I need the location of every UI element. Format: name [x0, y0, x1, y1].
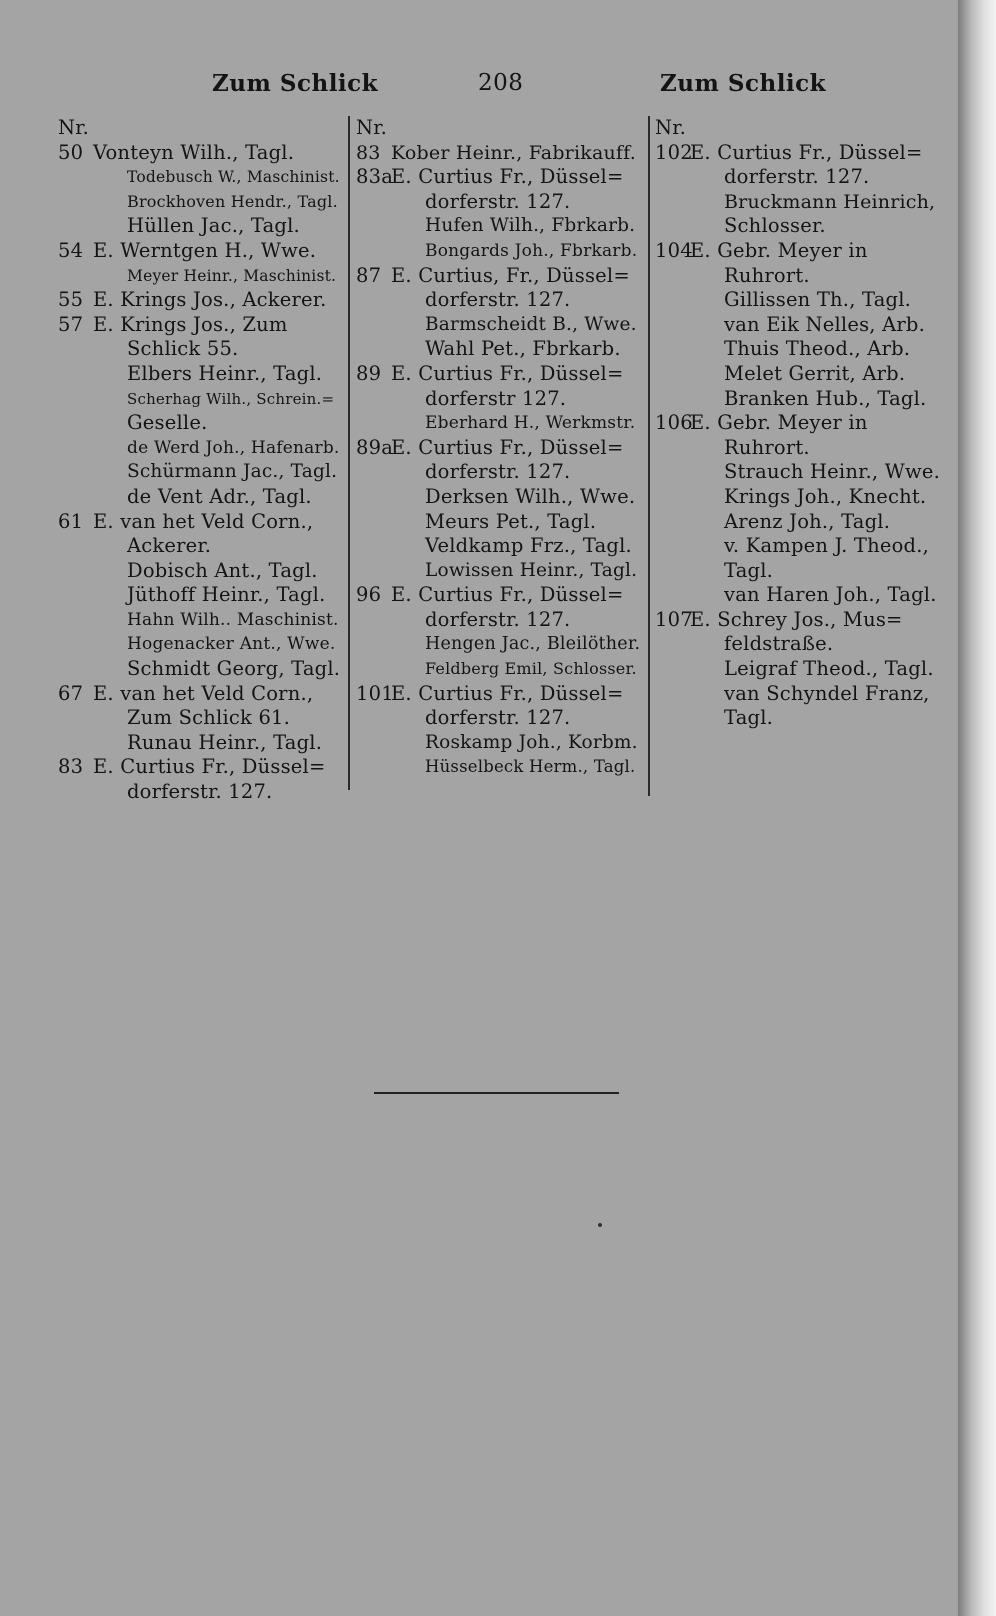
house-number — [356, 288, 391, 313]
house-number — [655, 313, 690, 338]
resident-entry: Schlick 55. — [127, 337, 239, 361]
house-number — [58, 583, 93, 608]
directory-column-1 — [58, 116, 340, 805]
house-number: 104 — [655, 238, 693, 262]
directory-line — [58, 116, 340, 141]
house-number: 55 — [58, 288, 84, 312]
resident-entry: Tagl. — [724, 558, 774, 582]
directory-column-2 — [356, 116, 640, 780]
directory-line — [58, 141, 340, 166]
resident-entry: E. Krings Jos., Zum — [93, 312, 288, 336]
resident-entry: Hahn Wilh.. Maschinist. — [127, 609, 339, 630]
directory-line — [655, 337, 940, 362]
directory-line — [655, 510, 940, 535]
house-number — [655, 337, 690, 362]
directory-line — [655, 190, 940, 215]
house-number — [356, 657, 391, 682]
house-number — [356, 337, 391, 362]
directory-line — [655, 583, 940, 608]
house-number — [58, 387, 93, 412]
house-number — [356, 190, 391, 215]
house-number — [58, 731, 93, 756]
directory-line — [58, 239, 340, 264]
directory-line — [58, 411, 340, 436]
house-number — [655, 264, 690, 289]
house-number — [655, 706, 690, 731]
house-number: Nr. — [655, 116, 687, 139]
directory-line — [58, 165, 340, 190]
resident-entry: de Werd Joh., Hafenarb. — [127, 437, 340, 458]
house-number: 89 — [356, 361, 382, 385]
house-number: 50 — [58, 140, 84, 164]
resident-entry: Schmidt Georg, Tagl. — [127, 657, 341, 681]
directory-column-3 — [655, 116, 940, 731]
directory-line — [356, 608, 640, 633]
resident-entry: dorferstr. 127. — [425, 288, 571, 312]
directory-line — [58, 706, 340, 731]
directory-line — [655, 214, 940, 239]
resident-entry: feldstraße. — [724, 632, 834, 656]
house-number — [655, 534, 690, 559]
resident-entry — [690, 116, 940, 141]
directory-line — [58, 731, 340, 756]
house-number — [356, 632, 391, 657]
resident-entry: Lowissen Heinr., Tagl. — [425, 559, 638, 581]
house-number — [58, 264, 93, 289]
resident-entry: E. Curtius Fr., Düssel= — [391, 681, 624, 705]
directory-line — [655, 264, 940, 289]
house-number — [356, 706, 391, 731]
house-number: 96 — [356, 583, 382, 607]
directory-line — [655, 534, 940, 559]
directory-line — [356, 214, 640, 239]
house-number — [655, 387, 690, 412]
house-number — [356, 214, 391, 239]
house-number: 107 — [655, 607, 693, 631]
resident-entry: E. van het Veld Corn., — [93, 509, 314, 533]
house-number — [58, 362, 93, 387]
house-number — [58, 190, 93, 215]
directory-line — [655, 632, 940, 657]
house-number — [58, 608, 93, 633]
house-number — [58, 460, 93, 485]
directory-line — [58, 362, 340, 387]
resident-entry: Jüthoff Heinr., Tagl. — [127, 583, 326, 607]
page-edge — [958, 0, 996, 1616]
house-number: 54 — [58, 238, 84, 262]
directory-line — [655, 141, 940, 166]
directory-line — [58, 214, 340, 239]
house-number: 102 — [655, 140, 693, 164]
house-number — [356, 534, 391, 559]
directory-line — [655, 657, 940, 682]
house-number — [356, 510, 391, 535]
directory-line — [655, 485, 940, 510]
resident-entry: Bongards Joh., Fbrkarb. — [425, 240, 638, 261]
house-number: Nr. — [58, 116, 90, 139]
house-number — [655, 288, 690, 313]
resident-entry: E. Curtius Fr., Düssel= — [690, 140, 923, 164]
resident-entry: dorferstr. 127. — [724, 165, 870, 189]
directory-line — [356, 411, 640, 436]
house-number — [356, 731, 391, 756]
resident-entry — [93, 116, 340, 141]
directory-line — [356, 362, 640, 387]
house-number: 61 — [58, 509, 84, 533]
directory-line — [655, 116, 940, 141]
resident-entry: Veldkamp Frz., Tagl. — [425, 534, 632, 558]
resident-entry: Feldberg Emil, Schlosser. — [425, 659, 637, 679]
house-number — [356, 411, 391, 436]
directory-line — [356, 436, 640, 461]
house-number — [655, 559, 690, 584]
resident-entry: dorferstr. 127. — [127, 780, 273, 804]
resident-entry: van Schyndel Franz, — [724, 681, 930, 705]
directory-line — [655, 706, 940, 731]
directory-line — [58, 559, 340, 584]
resident-entry: Todebusch W., Maschinist. — [127, 168, 340, 187]
house-number — [655, 632, 690, 657]
directory-line — [58, 387, 340, 412]
resident-entry: Ackerer. — [127, 534, 212, 558]
house-number — [58, 534, 93, 559]
directory-line — [356, 510, 640, 535]
resident-entry: dorferstr. 127. — [425, 460, 571, 484]
directory-line — [58, 632, 340, 657]
resident-entry: Ruhrort. — [724, 435, 810, 459]
resident-entry: Bruckmann Heinrich, — [724, 190, 936, 213]
directory-line — [655, 460, 940, 485]
directory-line — [58, 460, 340, 485]
resident-entry: Derksen Wilh., Wwe. — [425, 484, 636, 508]
directory-line — [655, 288, 940, 313]
resident-entry: E. Curtius, Fr., Düssel= — [391, 263, 630, 287]
directory-line — [58, 510, 340, 535]
house-number — [655, 436, 690, 461]
directory-line — [356, 657, 640, 682]
resident-entry: Leigraf Theod., Tagl. — [724, 657, 934, 681]
directory-line — [58, 288, 340, 313]
house-number — [58, 411, 93, 436]
house-number: 83a — [356, 165, 394, 189]
house-number — [58, 706, 93, 731]
house-number — [655, 485, 690, 510]
house-number — [655, 362, 690, 387]
directory-line — [356, 141, 640, 166]
column-divider — [348, 116, 350, 790]
resident-entry: Kober Heinr., Fabrikauff. — [391, 141, 636, 164]
directory-line — [356, 583, 640, 608]
directory-line — [356, 239, 640, 264]
resident-entry: E. Schrey Jos., Mus= — [690, 607, 903, 631]
directory-line — [58, 313, 340, 338]
house-number — [58, 780, 93, 805]
directory-line — [58, 534, 340, 559]
resident-entry: Branken Hub., Tagl. — [724, 386, 927, 410]
directory-line — [356, 337, 640, 362]
directory-line — [356, 190, 640, 215]
resident-entry: Zum Schlick 61. — [127, 706, 291, 730]
directory-line — [655, 362, 940, 387]
directory-line — [655, 239, 940, 264]
house-number — [58, 632, 93, 657]
house-number — [58, 165, 93, 190]
house-number — [58, 436, 93, 461]
resident-entry: Hogenacker Ant., Wwe. — [127, 634, 336, 655]
house-number — [356, 755, 391, 780]
house-number — [655, 460, 690, 485]
resident-entry: van Eik Nelles, Arb. — [724, 312, 925, 336]
directory-line — [356, 288, 640, 313]
directory-line — [58, 682, 340, 707]
directory-line — [356, 682, 640, 707]
resident-entry: Geselle. — [127, 411, 208, 435]
directory-line — [58, 337, 340, 362]
resident-entry: dorferstr. 127. — [425, 706, 571, 730]
house-number — [356, 313, 391, 338]
resident-entry: Schlosser. — [724, 214, 826, 238]
directory-line — [58, 264, 340, 289]
resident-entry: E. Curtius Fr., Düssel= — [391, 165, 624, 189]
directory-line — [356, 116, 640, 141]
directory-line — [356, 387, 640, 412]
resident-entry: Krings Joh., Knecht. — [724, 484, 927, 508]
house-number — [356, 460, 391, 485]
resident-entry: E. Werntgen H., Wwe. — [93, 238, 317, 262]
resident-entry: Arenz Joh., Tagl. — [724, 509, 891, 533]
resident-entry: Elbers Heinr., Tagl. — [127, 361, 323, 385]
directory-line — [356, 559, 640, 584]
house-number: 83 — [356, 141, 381, 164]
house-number — [356, 559, 391, 584]
resident-entry: Barmscheidt B., Wwe. — [425, 313, 637, 335]
house-number — [58, 657, 93, 682]
resident-entry: Wahl Pet., Fbrkarb. — [425, 337, 621, 361]
page-number: 208 — [478, 70, 524, 96]
resident-entry: dorferstr 127. — [425, 386, 567, 410]
house-number — [58, 214, 93, 239]
resident-entry: Meyer Heinr., Maschinist. — [127, 266, 337, 285]
resident-entry: E. van het Veld Corn., — [93, 681, 314, 705]
resident-entry: E. Gebr. Meyer in — [690, 411, 868, 435]
house-number: 57 — [58, 312, 84, 336]
resident-entry: Scherhag Wilh., Schrein.= — [127, 389, 335, 408]
house-number: 87 — [356, 263, 382, 287]
house-number: 67 — [58, 681, 84, 705]
resident-entry: Runau Heinr., Tagl. — [127, 730, 323, 754]
resident-entry: dorferstr. 127. — [425, 189, 571, 213]
running-head-right: Zum Schlick — [660, 70, 827, 97]
resident-entry: Meurs Pet., Tagl. — [425, 509, 597, 533]
directory-line — [58, 190, 340, 215]
resident-entry: Gillissen Th., Tagl. — [724, 288, 912, 312]
directory-line — [655, 411, 940, 436]
resident-entry: dorferstr. 127. — [425, 607, 571, 631]
resident-entry: Thuis Theod., Arb. — [724, 337, 911, 361]
house-number — [356, 239, 391, 264]
directory-line — [356, 165, 640, 190]
house-number — [58, 337, 93, 362]
paper-speck — [598, 1223, 602, 1227]
resident-entry: E. Curtius Fr., Düssel= — [391, 583, 624, 607]
directory-line — [58, 485, 340, 510]
resident-entry: Hengen Jac., Bleilöther. — [425, 634, 641, 655]
house-number — [356, 387, 391, 412]
directory-line — [356, 755, 640, 780]
resident-entry: Schürmann Jac., Tagl. — [127, 461, 338, 483]
resident-entry: E. Curtius Fr., Düssel= — [391, 361, 624, 385]
resident-entry: Roskamp Joh., Korbm. — [425, 731, 638, 753]
directory-line — [655, 559, 940, 584]
resident-entry — [391, 116, 640, 141]
directory-line — [356, 534, 640, 559]
resident-entry: de Vent Adr., Tagl. — [127, 484, 312, 508]
house-number — [655, 583, 690, 608]
resident-entry: E. Curtius Fr., Düssel= — [93, 755, 326, 779]
house-number — [655, 190, 690, 215]
directory-line — [655, 682, 940, 707]
house-number — [655, 657, 690, 682]
directory-line — [58, 657, 340, 682]
directory-line — [356, 632, 640, 657]
directory-line — [356, 706, 640, 731]
house-number: 106 — [655, 411, 693, 435]
resident-entry: v. Kampen J. Theod., — [724, 534, 929, 558]
house-number — [356, 608, 391, 633]
resident-entry: E. Curtius Fr., Düssel= — [391, 435, 624, 459]
resident-entry: Dobisch Ant., Tagl. — [127, 558, 318, 582]
house-number — [58, 559, 93, 584]
resident-entry: Tagl. — [724, 706, 774, 730]
column-divider — [648, 116, 650, 796]
directory-line — [356, 264, 640, 289]
resident-entry: Brockhoven Hendr., Tagl. — [127, 191, 338, 211]
resident-entry: Melet Gerrit, Arb. — [724, 361, 906, 385]
directory-line — [58, 755, 340, 780]
end-rule — [374, 1092, 619, 1094]
resident-entry: Ruhrort. — [724, 263, 810, 287]
resident-entry: E. Krings Jos., Ackerer. — [93, 288, 327, 312]
resident-entry: Hüsselbeck Herm., Tagl. — [425, 757, 636, 777]
resident-entry: Hufen Wilh., Fbrkarb. — [425, 215, 636, 237]
running-head-left: Zum Schlick — [212, 70, 379, 97]
house-number: Nr. — [356, 116, 388, 139]
directory-line — [655, 165, 940, 190]
directory-line — [58, 608, 340, 633]
house-number: 89a — [356, 435, 394, 459]
house-number — [655, 682, 690, 707]
resident-entry: Vonteyn Wilh., Tagl. — [93, 140, 295, 164]
directory-line — [58, 583, 340, 608]
directory-line — [356, 460, 640, 485]
house-number — [58, 485, 93, 510]
directory-line — [58, 780, 340, 805]
house-number: 83 — [58, 755, 84, 779]
directory-line — [655, 313, 940, 338]
house-number — [655, 510, 690, 535]
resident-entry: van Haren Joh., Tagl. — [724, 583, 937, 607]
directory-line — [356, 731, 640, 756]
resident-entry: Eberhard H., Werkmstr. — [425, 413, 636, 434]
directory-line — [356, 313, 640, 338]
resident-entry: Strauch Heinr., Wwe. — [724, 460, 940, 484]
house-number — [655, 165, 690, 190]
resident-entry: Hüllen Jac., Tagl. — [127, 214, 300, 238]
directory-line — [356, 485, 640, 510]
directory-line — [655, 608, 940, 633]
directory-line — [58, 436, 340, 461]
house-number: 101 — [356, 681, 394, 705]
house-number — [655, 214, 690, 239]
directory-line — [655, 387, 940, 412]
house-number — [356, 485, 391, 510]
resident-entry: E. Gebr. Meyer in — [690, 238, 868, 262]
directory-line — [655, 436, 940, 461]
